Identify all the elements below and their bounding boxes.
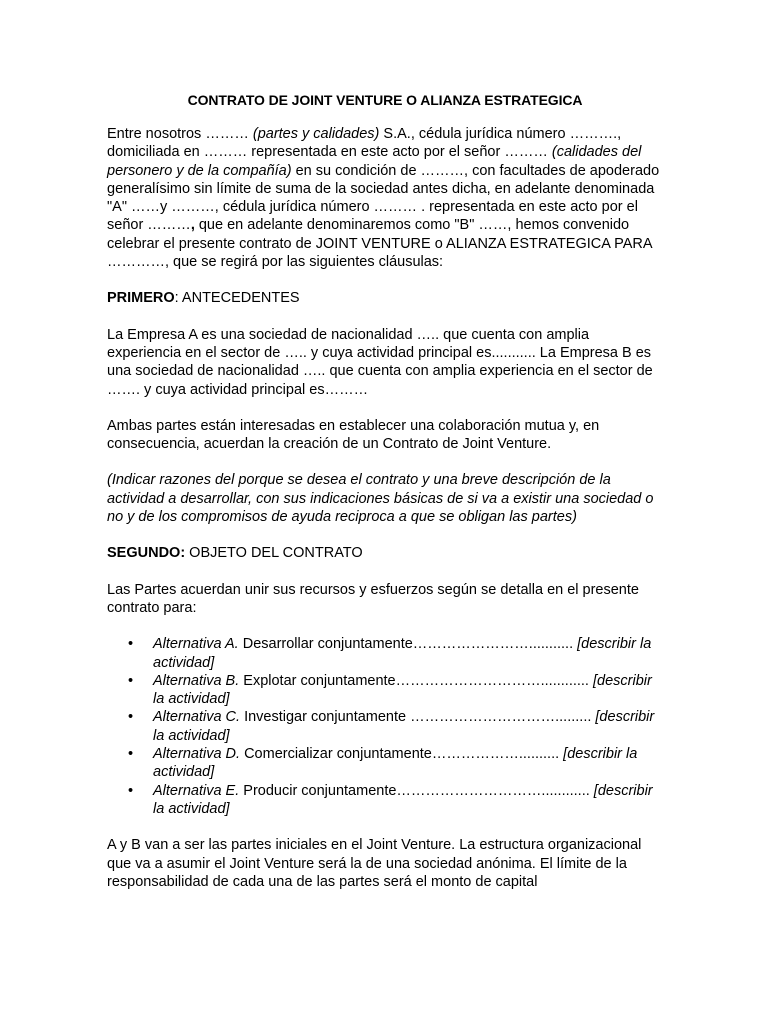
alternative-text: Producir conjuntamente…………………………............ [239,782,594,799]
intro-paragraph [107,125,663,271]
section-1-label: PRIMERO [107,290,175,307]
list-item-alternative-c [107,708,663,745]
document-body [107,90,663,909]
alternative-text: Investigar conjuntamente …………………………......... [240,709,596,726]
section-1-instructions: (Indicar razones del porque se desea el contrato y una breve descripción de la actividad a desarrollar, con sus indicaciones básicas de si va a existir una sociedad o no y de los compromisos de ayuda reciproca a que se obligan las partes) [107,472,654,526]
section-1-paragraph-1: La Empresa A es una sociedad de nacionalidad ….. que cuenta con amplia experiencia en el sector de ….. y cuya actividad principal es........... La Empresa B es una sociedad de nacionalidad ….. que cuenta con amplia experiencia en el sector de ……. y cuya actividad principal es……… [107,326,653,398]
alternative-label: Alternativa B. [153,672,240,689]
intro-bold-comma: , [190,217,195,234]
alternative-text: Comercializar conjuntamente……………….......... [240,746,564,763]
alternative-text: Explotar conjuntamente…………………………............ [239,672,593,689]
list-item-alternative-a [107,635,663,672]
section-2-heading [107,544,663,562]
section-2-paragraph-2: A y B van a ser las partes iniciales en el Joint Venture. La estructura organizacional que va a asumir el Joint Venture será la de una sociedad anónima. El límite de la responsabilidad de cada una de las partes será el monto de capital [107,837,642,890]
section-2-paragraph-1: Las Partes acuerdan unir sus recursos y esfuerzos según se detalla en el presente contrato para: [107,581,639,616]
alternative-text: Desarrollar conjuntamente……………………........... [238,636,578,653]
document-title: CONTRATO DE JOINT VENTURE O ALIANZA ESTRATEGICA [187,92,583,108]
bullet-icon: • [128,636,134,653]
list-item-alternative-b [107,672,663,709]
intro-italic-representative: (calidades del personero y de la compañía) [107,144,642,179]
list-item-alternative-d [107,745,663,782]
bullet-icon: • [128,672,134,689]
alternatives-list [107,635,663,818]
alternative-label: Alternativa A. [153,636,239,653]
section-1-title: : ANTECEDENTES [174,290,300,307]
alternative-note: [describir la actividad] [153,782,653,817]
intro-italic-parties: (partes y calidades) [252,126,380,142]
alternative-label: Alternativa D. [153,746,241,763]
alternative-label: Alternativa C. [153,709,241,726]
section-1-paragraph-2: Ambas partes están interesadas en establecer una colaboración mutua y, en consecuencia, acuerdan la creación de un Contrato de Joint Venture. [107,417,600,453]
section-2-title: OBJETO DEL CONTRATO [185,545,363,562]
bullet-icon: • [128,782,134,799]
alternative-note: [describir la actividad] [153,672,652,708]
alternative-note: [describir la actividad] [153,636,652,671]
section-2-label: SEGUNDO: [107,545,186,562]
intro-text-3: S.A., cédula jurídica número ………., domiciliada en ……… representada en este acto por el señor ……… [107,126,622,161]
section-1-heading [107,289,663,307]
intro-text-7: que en adelante denominaremos como "B" ……, hemos convenido celebrar el presente contrato de JOINT VENTURE o ALIANZA ESTRATEGICA PARA …………, que se regirá por las siguientes cláusulas: [107,217,652,271]
bullet-icon: • [128,746,134,763]
alternative-note: [describir la actividad] [153,709,655,744]
intro-text-5: en su condición de ………, con facultades de apoderado generalísimo sin límite de suma de la sociedad antes dicha, en adelante denominada "A" ……y ………, cédula jurídica número ……… . representada en este acto por el señor ……… [107,162,660,234]
alternative-label: Alternativa E. [153,782,240,799]
intro-text-1: Entre nosotros ……… [107,126,253,142]
bullet-icon: • [128,709,134,726]
alternative-note: [describir la actividad] [153,746,638,781]
list-item-alternative-e [107,782,663,819]
